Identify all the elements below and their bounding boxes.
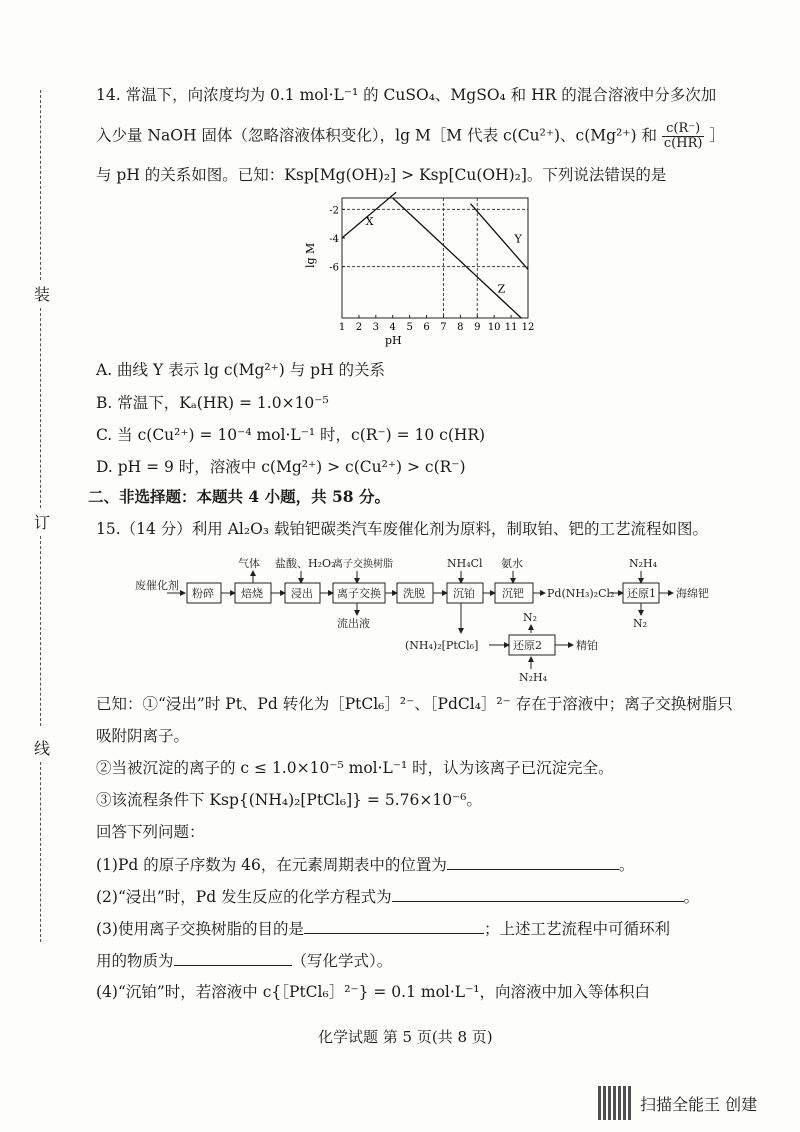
- q15-sub2-text: (2)“浸出”时，Pd 发生反应的化学方程式为: [96, 888, 392, 906]
- q15-sub2: [96, 885, 699, 908]
- q15-known2: ②当被沉淀的离子的 c ≤ 1.0×10⁻⁵ mol·L⁻¹ 时，认为该离子已沉淀完全。: [96, 759, 614, 777]
- answer-blank-3b[interactable]: [174, 949, 292, 966]
- binding-line-bottom: [40, 762, 41, 942]
- y-tick-label: -4: [329, 234, 339, 245]
- flow-effluent-label: 流出液: [337, 617, 370, 630]
- x-tick-label: 2: [355, 322, 363, 333]
- q14-line2-close: ］: [709, 126, 725, 145]
- x-tick-label: 1: [338, 322, 346, 333]
- q14-line2-text: 入少量 NaOH 固体（忽略溶液体积变化），lg M［M 代表 c(Cu²⁺)、c(Mg²⁺) 和: [96, 126, 657, 145]
- flow-n2-bottom: N₂: [633, 617, 648, 630]
- binding-char-ding: 订: [34, 513, 51, 532]
- binding-line-mid: [40, 308, 41, 508]
- q15-sub3-end: （写化学式）。: [291, 952, 393, 970]
- flow-box-elution: 洗脱: [403, 587, 425, 600]
- flow-box-ion-exchange: 离子交换: [337, 587, 381, 600]
- q15-sub3-cont: [96, 949, 392, 972]
- q15-sub1-end: 。: [618, 856, 635, 874]
- y-axis-label: lg M: [304, 242, 317, 268]
- flow-product-pt: 精铂: [576, 639, 598, 652]
- curve-label-y: Y: [514, 232, 522, 246]
- q14-option-a: A. 曲线 Y 表示 lg c(Mg²⁺) 与 pH 的关系: [96, 361, 386, 379]
- lgM-pH-chart: [300, 190, 550, 350]
- q15-sub3-mid: ；上述工艺流程中可循环利: [483, 920, 670, 938]
- x-tick-label: 9: [474, 322, 481, 333]
- x-tick-label: 10: [487, 322, 501, 333]
- flow-ammonia-label: 氨水: [501, 557, 523, 570]
- q15-sub3-cont-text: 用的物质为: [96, 952, 174, 970]
- q15-known1-a: 已知：①“浸出”时 Pt、Pd 转化为［PtCl₆］²⁻、［PdCl₄］²⁻ 存在于溶液中；离子交换树脂只: [96, 695, 733, 713]
- x-tick-label: 5: [406, 322, 413, 333]
- q15-sub4: (4)“沉铂”时，若溶液中 c{［PtCl₆］²⁻} = 0.1 mol·L⁻¹，向溶液中加入等体积白: [96, 983, 650, 1001]
- x-tick-label: 7: [440, 322, 447, 333]
- chart-series: [342, 192, 528, 318]
- fraction-denominator: c(HR): [663, 136, 703, 151]
- flow-pd-complex: Pd(NH₃)₂Cl₂: [547, 587, 615, 600]
- q15-sub1: [96, 853, 634, 876]
- q15-known1-b: 吸附阴离子。: [96, 727, 190, 745]
- binding-line-top: [40, 90, 41, 280]
- x-tick-label: 6: [423, 322, 430, 333]
- x-tick-label: 8: [457, 322, 464, 333]
- flow-box-leach: 浸出: [291, 587, 313, 600]
- y-tick-label: -2: [329, 205, 339, 217]
- q15-answer-prompt: 回答下列问题：: [96, 823, 205, 841]
- curve-z: [393, 198, 522, 318]
- flow-n2h4-bottom: N₂H₄: [519, 671, 548, 684]
- curve-label-z: Z: [497, 282, 506, 296]
- scanner-watermark: 扫描全能王 创建: [640, 1095, 758, 1114]
- q14-line1: 14. 常温下，向浓度均为 0.1 mol·L⁻¹ 的 CuSO₄、MgSO₄ 和 HR 的混合溶液中分多次加: [96, 86, 717, 104]
- y-tick-label: -6: [329, 262, 339, 274]
- flow-box-pt-precip: 沉铂: [453, 587, 475, 600]
- flow-pt-salt: (NH₄)₂[PtCl₆]: [405, 639, 479, 652]
- qr-code-icon: [598, 1086, 632, 1120]
- q15-known3: ③该流程条件下 Ksp{(NH₄)₂[PtCl₆]} = 5.76×10⁻⁶。: [96, 791, 482, 809]
- x-tick-label: 12: [521, 322, 535, 333]
- chart-curve-labels: [366, 215, 523, 295]
- q14-line3: 与 pH 的关系如图。已知：Ksp[Mg(OH)₂] > Ksp[Cu(OH)₂]。下列说法错误的是: [96, 166, 667, 184]
- q14-line2: [96, 122, 725, 151]
- binding-char-xian: 线: [34, 739, 51, 758]
- curve-label-x: X: [365, 215, 374, 229]
- x-tick-label: 4: [389, 322, 396, 333]
- flow-box-crush: 粉碎: [192, 587, 214, 600]
- answer-blank-2[interactable]: [392, 885, 684, 902]
- flow-box-reduce2: 还原2: [513, 639, 542, 652]
- binding-line-low: [40, 536, 41, 726]
- q14-option-b: B. 常温下，Kₐ(HR) = 1.0×10⁻⁵: [96, 394, 329, 412]
- section-heading-2: 二、非选择题：本题共 4 小题，共 58 分。: [88, 487, 390, 506]
- flow-resin-label: 离子交换树脂: [333, 559, 393, 570]
- q15-intro: 15.（14 分）利用 Al₂O₃ 载铂钯碳类汽车废催化剂为原料，制取铂、钯的工艺流程如图。: [96, 520, 708, 538]
- binding-char-zhuang: 装: [34, 285, 51, 304]
- q15-sub3: [96, 917, 670, 940]
- q14-option-c: C. 当 c(Cu²⁺) = 10⁻⁴ mol·L⁻¹ 时，c(R⁻) = 10 c(HR): [96, 426, 486, 444]
- answer-blank-3a[interactable]: [304, 917, 484, 934]
- q15-sub3-text: (3)使用离子交换树脂的目的是: [96, 920, 304, 938]
- x-axis-label: pH: [385, 334, 402, 347]
- y-axis-ticks: [329, 205, 345, 273]
- flow-box-pd-precip: 沉钯: [502, 587, 524, 600]
- q15-sub1-text: (1)Pd 的原子序数为 46，在元素周期表中的位置为: [96, 856, 447, 874]
- ratio-fraction: [662, 122, 705, 151]
- flow-box-roast: 焙烧: [241, 587, 263, 600]
- page-footer: 化学试题 第 5 页(共 8 页): [318, 1028, 493, 1046]
- fraction-numerator: c(R⁻): [662, 122, 705, 137]
- q15-sub2-end: 。: [683, 888, 700, 906]
- x-tick-label: 3: [372, 322, 380, 333]
- flow-product-pd: 海绵钯: [676, 587, 709, 600]
- flow-start-label: 废催化剂: [135, 579, 179, 592]
- flow-gas-label: 气体: [238, 557, 260, 570]
- x-tick-label: 11: [504, 322, 518, 333]
- process-flowchart: [135, 545, 735, 685]
- flow-reagent-hcl: 盐酸、H₂O₂: [275, 557, 336, 570]
- q14-option-d: D. pH = 9 时，溶液中 c(Mg²⁺) > c(Cu²⁺) > c(R⁻): [96, 458, 466, 476]
- flow-n2-reduce2: N₂: [523, 611, 538, 624]
- flow-box-reduce1: 还原1: [627, 587, 656, 600]
- flow-n2h4-top: N₂H₄: [629, 557, 658, 570]
- flow-nh4cl-label: NH₄Cl: [447, 557, 483, 570]
- answer-blank-1[interactable]: [447, 853, 619, 870]
